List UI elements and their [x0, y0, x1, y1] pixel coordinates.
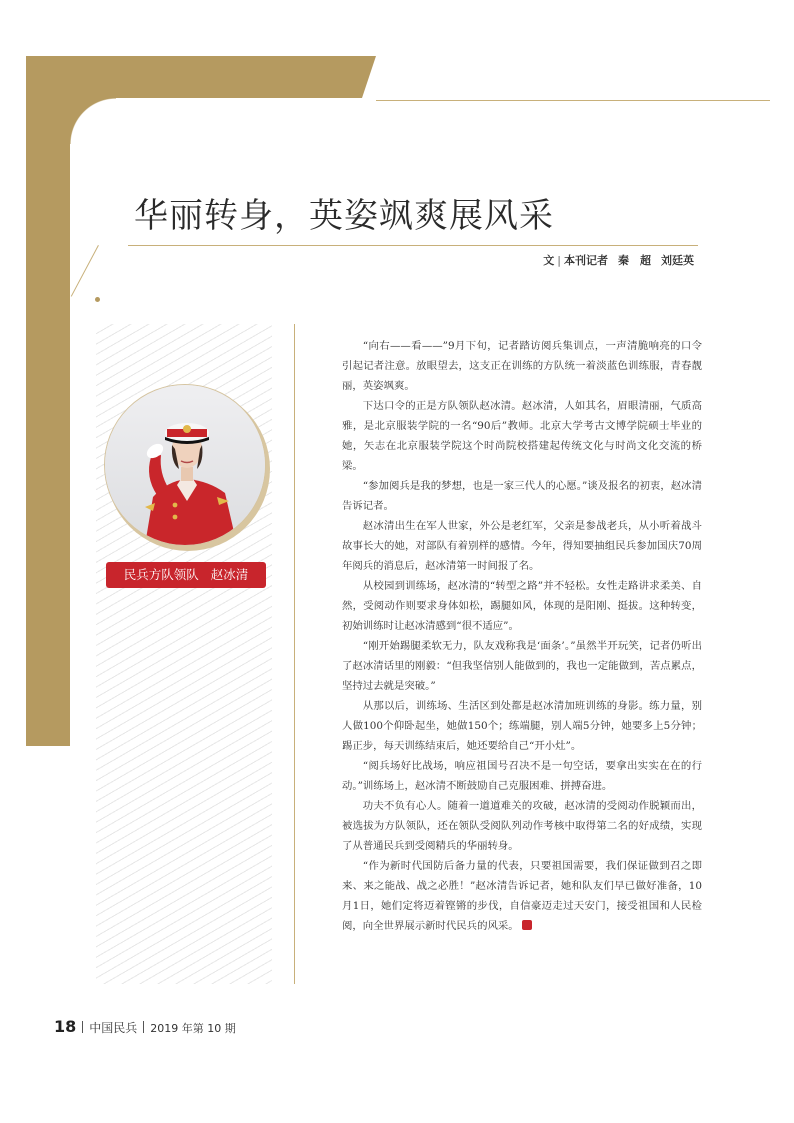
- title-slant-line: [71, 245, 99, 297]
- paragraph: 下达口令的正是方队领队赵冰清。赵冰清，人如其名，眉眼清丽，气质高雅，是北京服装学院的一名“90后”教师。北京大学考古文博学院硕士毕业的她，矢志在北京服装学院这个时尚院校搭建起传统文化与时尚文化交流的桥梁。: [342, 400, 702, 472]
- paragraph: 赵冰清出生在军人世家，外公是老红军，父亲是参战老兵，从小听着战斗故事长大的她，对部队有着别样的感情。今年，得知要抽组民兵参加国庆70周年阅兵的消息后，赵冰清第一时间报了名。: [342, 520, 702, 572]
- article-body: [342, 336, 702, 936]
- photo-caption: [106, 562, 266, 588]
- paragraph: “参加阅兵是我的梦想，也是一家三代人的心愿。”谈及报名的初衷，赵冰清告诉记者。: [342, 480, 702, 512]
- article-title: 华丽转身，英姿飒爽展风采: [134, 196, 554, 236]
- byline: 文 | 本刊记者 秦 超 刘廷英: [543, 254, 694, 267]
- saluting-militia-woman-photo: [104, 384, 266, 546]
- magazine-end-mark-icon: [522, 920, 532, 930]
- paragraph: 从校园到训练场，赵冰清的“转型之路”并不轻松。女性走路讲求柔美、自然，受阅动作则要求身体如松，踢腿如风，体现的是阳刚、挺拔。这种转变，初始训练时让赵冰清感到“很不适应”。: [342, 580, 702, 632]
- gold-side-bar: [26, 56, 70, 746]
- byline-role: 本刊记者: [564, 254, 608, 267]
- page-number: 18: [54, 1017, 77, 1036]
- gold-corner-curve: [70, 98, 116, 144]
- slant-dot: [95, 297, 100, 302]
- title-underline: [128, 245, 698, 246]
- paragraph: [342, 856, 702, 936]
- caption-name: 赵冰清: [210, 567, 249, 582]
- magazine-name: 中国民兵: [89, 1021, 138, 1035]
- gold-header-band: [26, 56, 376, 98]
- issue-label: 2019 年第 10 期: [150, 1022, 236, 1035]
- page-footer: [54, 1017, 236, 1036]
- byline-author: 刘廷英: [661, 254, 694, 267]
- header-rule: [376, 100, 770, 101]
- byline-prefix: 文: [543, 254, 555, 267]
- paragraph: 从那以后，训练场、生活区到处都是赵冰清加班训练的身影。练力量，别人做100个仰卧起坐，她做150个；练端腿，别人端5分钟，她要多上5分钟；踢正步，每天训练结束后，她还要给自己“开小灶”。: [342, 700, 702, 752]
- paragraph: 功夫不负有心人。随着一道道难关的攻破，赵冰清的受阅动作脱颖而出，被选拔为方队领队，还在领队受阅队列动作考核中取得第二名的好成绩，实现了从普通民兵到受阅精兵的华丽转身。: [342, 800, 702, 852]
- paragraph: “阅兵场好比战场，响应祖国号召决不是一句空话，要拿出实实在在的行动。”训练场上，赵冰清不断鼓励自己克服困难、拼搏奋进。: [342, 760, 702, 792]
- byline-author: 秦 超: [618, 254, 651, 267]
- paragraph-text: “作为新时代国防后备力量的代表，只要祖国需要，我们保证做到召之即来、来之能战、战之必胜！”赵冰清告诉记者，她和队友们早已做好准备，10月1日，她们定将迈着铿锵的步伐，自信豪迈走过天安门，接受祖国和人民检阅，向全世界展示新时代民兵的风采。: [342, 860, 702, 932]
- paragraph: “向右——看——”9月下旬，记者踏访阅兵集训点，一声清脆响亮的口令引起记者注意。放眼望去，这支正在训练的方队统一着淡蓝色训练服，青春靓丽，英姿飒爽。: [342, 340, 702, 392]
- paragraph: “刚开始踢腿柔软无力，队友戏称我是‘面条’。”虽然半开玩笑，记者仍听出了赵冰清话里的刚毅：“但我坚信别人能做到的，我也一定能做到，苦点累点，坚持过去就是突破。”: [342, 640, 702, 692]
- caption-title: 民兵方队领队: [123, 567, 199, 582]
- column-divider: [294, 324, 295, 984]
